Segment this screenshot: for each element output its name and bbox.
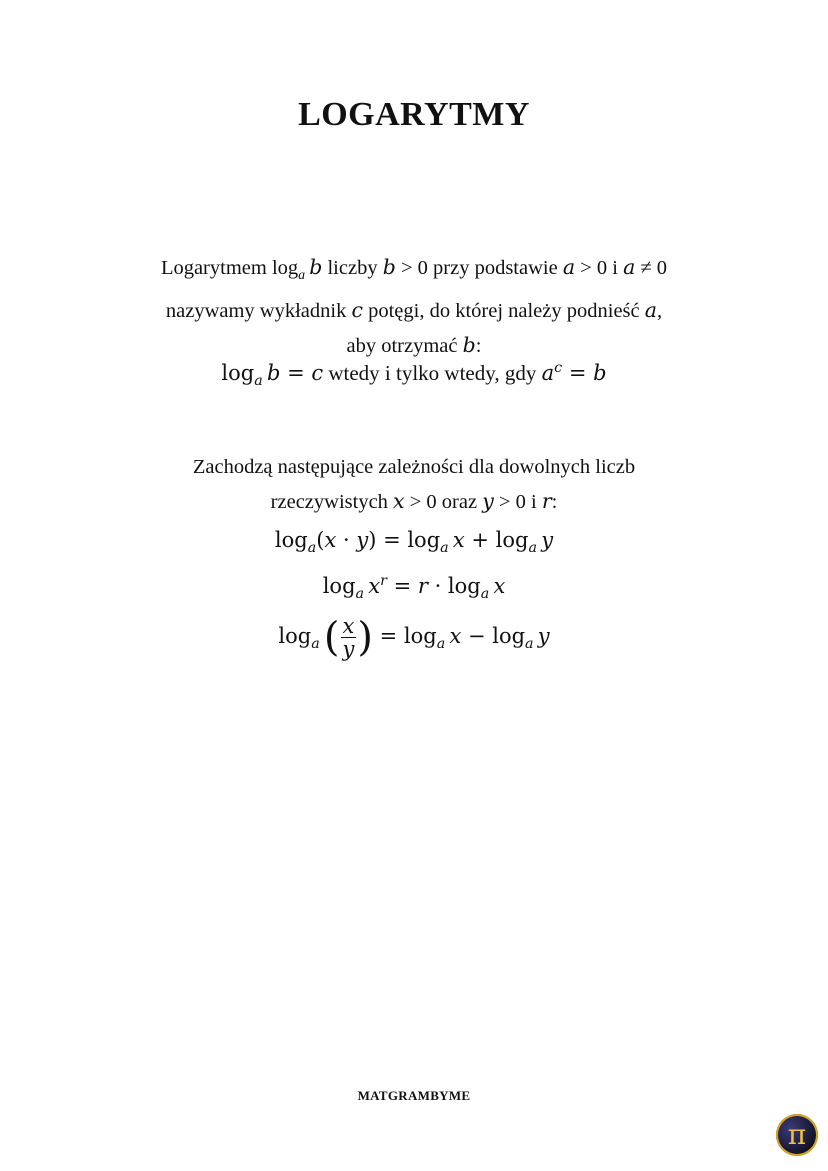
definition-paragraph: Logarytmem $\log_a b$ liczby b > 0 przy podstawie a > 0 i a ≠ 0 nazywamy wykładnik c potęgi, do której należy podnieść a, aby otrzymać b: [160, 255, 668, 357]
definition-formula: $\log_a b = c$ wtedy i tylko wtedy, gdy $a^c = b$ [221, 360, 607, 389]
page-title: LOGARYTMY [298, 96, 530, 133]
pi-logo-icon: π [776, 1114, 818, 1156]
power-rule-formula: $\log_a x^r = r \cdot \log_a x$ [322, 573, 506, 602]
footer-brand: MATGRAMBYME [357, 1088, 471, 1103]
product-rule-formula: $\log_a(x \cdot y) = \log_a x + \log_a y$ [274, 528, 554, 556]
properties-intro: Zachodzą następujące zależności dla dowolnych liczb rzeczywistych x > 0 oraz y > 0 i r: [192, 456, 636, 513]
quotient-rule-formula: $\log_a$ ( $\frac{x}{y}$ ) = $\log_a x - \log_a y$ [278, 614, 550, 661]
